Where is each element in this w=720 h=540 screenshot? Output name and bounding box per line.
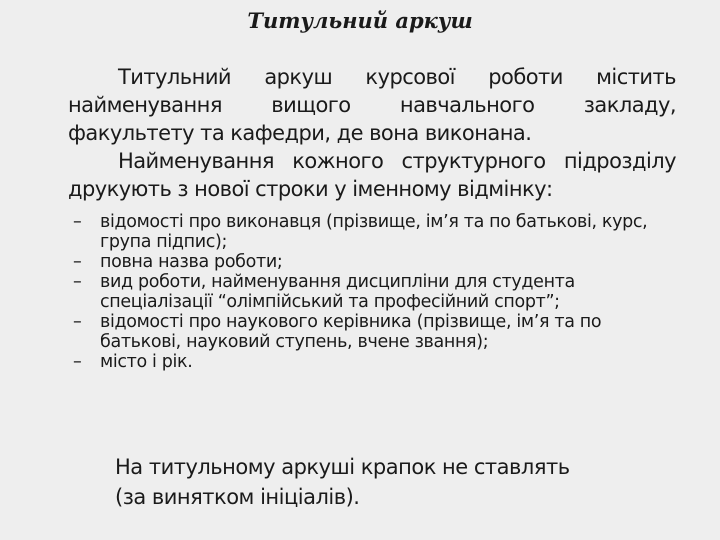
list-item-text: місто і рік. xyxy=(100,352,193,372)
bullet-list xyxy=(68,212,676,372)
page-title: Титульний аркуш xyxy=(247,8,473,33)
dash-marker: – xyxy=(73,272,82,292)
paragraph-structural-units: Найменування кожного структурного підрозділу друкують з нової строки у іменному відмінку: xyxy=(68,149,676,201)
list-item xyxy=(68,252,676,272)
list-item-text: вид роботи, найменування дисципліни для студента спеціалізації “олімпійський та професійний спорт”; xyxy=(100,272,575,312)
list-item xyxy=(68,272,676,312)
list-item xyxy=(68,352,676,372)
closing-note-line-2: (за винятком ініціалів). xyxy=(115,485,360,509)
list-item-text: відомості про наукового керівника (прізвище, ім’я та по батькові, науковий ступень, вчене звання); xyxy=(100,312,602,352)
list-item-text: відомості про виконавця (прізвище, ім’я та по батькові, курс, група підпис); xyxy=(100,212,648,252)
closing-note-line-1: На титульному аркуші крапок не ставлять xyxy=(115,455,570,479)
list-item xyxy=(68,312,676,352)
dash-marker: – xyxy=(73,252,82,272)
list-item-text: повна назва роботи; xyxy=(100,252,283,272)
closing-note xyxy=(115,452,695,512)
paragraph-title-page-content: Титульний аркуш курсової роботи містить найменування вищого навчального закладу, факультету та кафедри, де вона виконана. xyxy=(68,65,676,145)
dash-marker: – xyxy=(73,312,82,332)
dash-marker: – xyxy=(73,212,82,232)
list-item xyxy=(68,212,676,252)
main-text xyxy=(68,63,676,372)
dash-marker: – xyxy=(73,352,82,372)
